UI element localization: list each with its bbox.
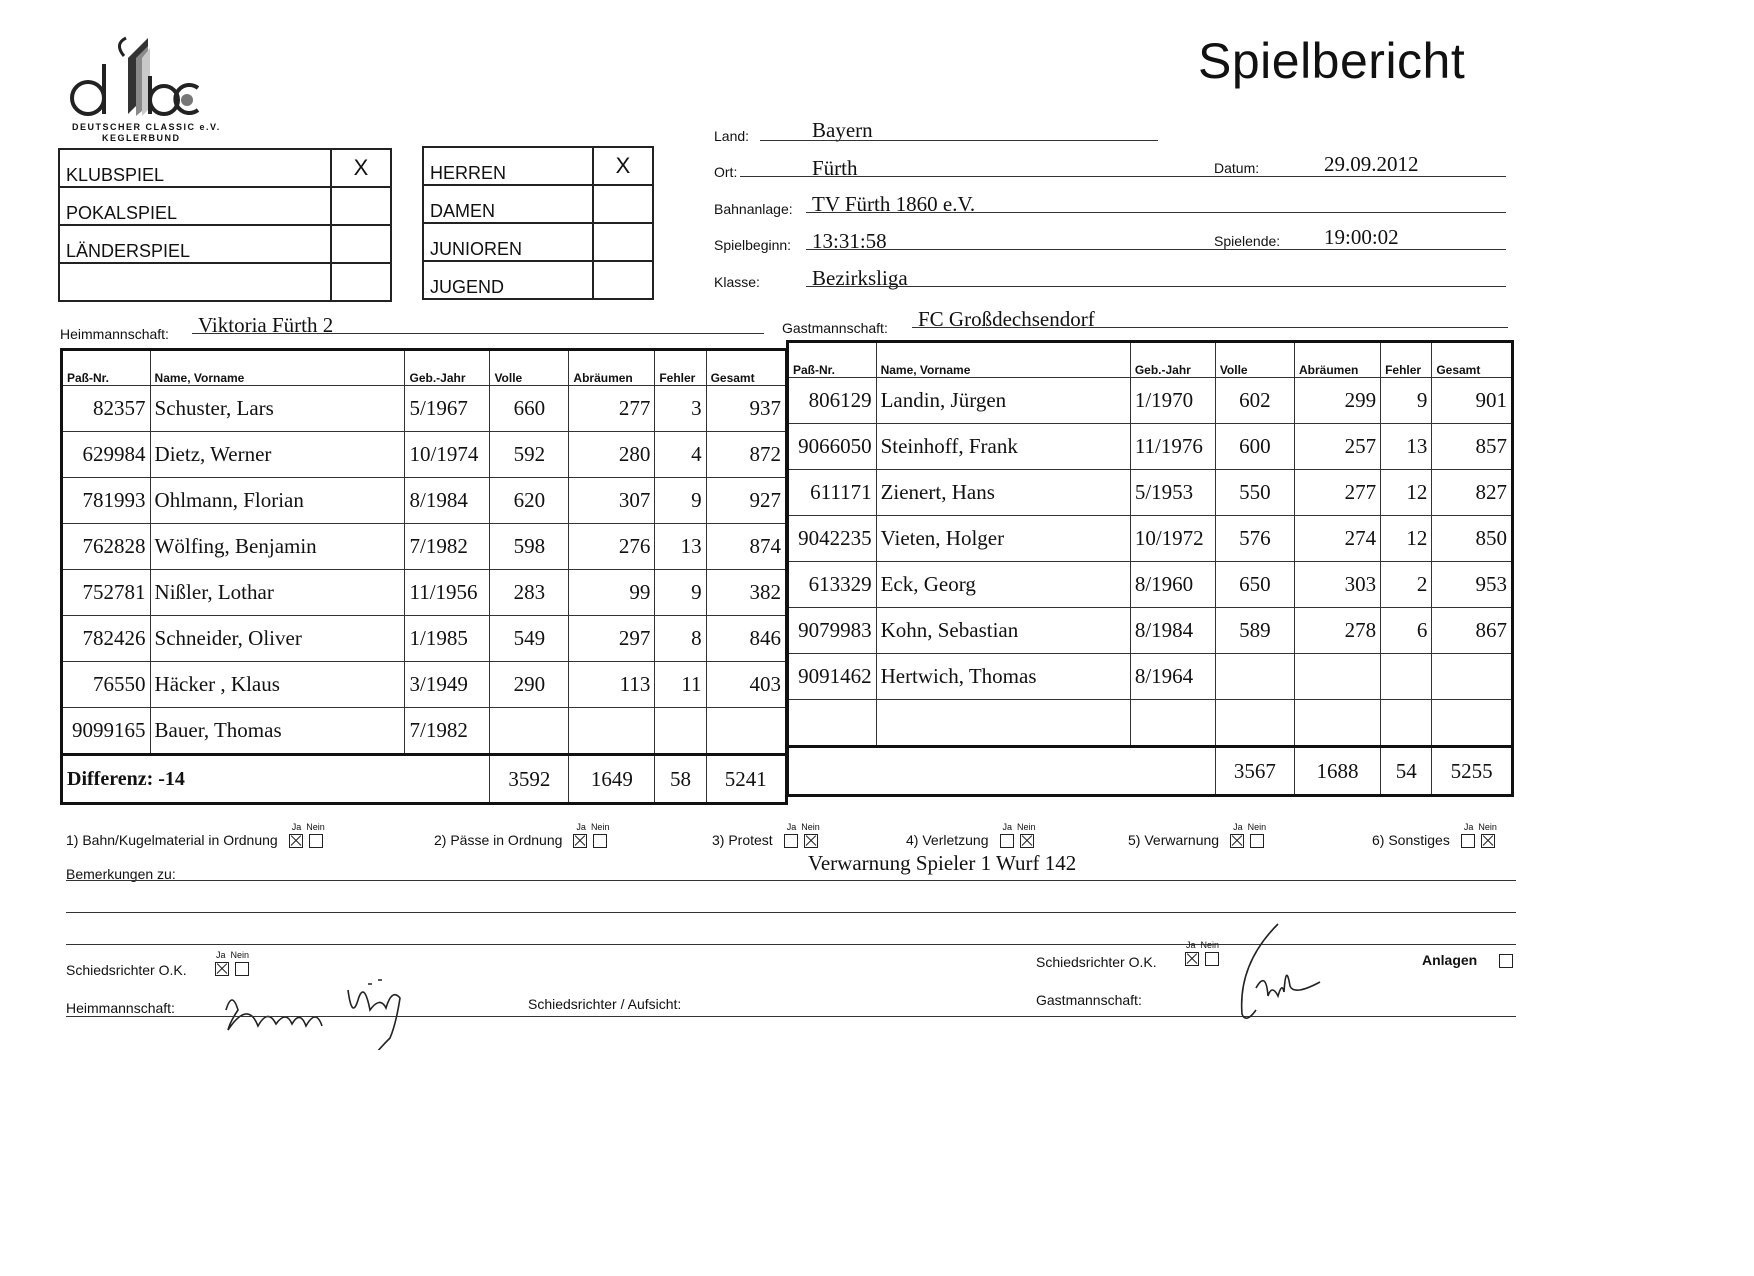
- match-type-mark[interactable]: [331, 187, 391, 225]
- bahnanlage-value: TV Fürth 1860 e.V.: [812, 192, 976, 216]
- volle-cell: 576: [1215, 516, 1294, 562]
- guest-difference-cell: [788, 747, 1216, 796]
- category-row: [423, 223, 653, 261]
- gesamt-cell: 953: [1432, 562, 1513, 608]
- birth-year-cell: 1/1985: [405, 616, 490, 662]
- ja-nein-group: [286, 822, 326, 848]
- player-name-cell: Dietz, Werner: [150, 432, 405, 478]
- ja-checkbox[interactable]: [1461, 834, 1475, 848]
- birth-year-cell: 5/1967: [405, 386, 490, 432]
- ja-checkbox[interactable]: [573, 834, 587, 848]
- player-name-cell: Zienert, Hans: [876, 470, 1130, 516]
- table-row: [62, 478, 787, 524]
- table-row: [62, 524, 787, 570]
- volle-cell: 592: [490, 432, 569, 478]
- pass-number-cell: 9066050: [788, 424, 877, 470]
- pass-number-cell: 762828: [62, 524, 151, 570]
- table-row: [62, 570, 787, 616]
- home-total-fehler: 58: [655, 755, 706, 804]
- table-row: [62, 616, 787, 662]
- table-row: [788, 562, 1513, 608]
- match-type-label: LÄNDERSPIEL: [59, 225, 331, 263]
- attachments-label: Anlagen: [1422, 952, 1478, 968]
- ja-checkbox[interactable]: [1000, 834, 1014, 848]
- gesamt-cell: 827: [1432, 470, 1513, 516]
- table-row: [788, 654, 1513, 700]
- volle-cell: 283: [490, 570, 569, 616]
- birth-year-cell: 10/1972: [1130, 516, 1215, 562]
- gesamt-cell: 857: [1432, 424, 1513, 470]
- dkbc-logo-mark: [66, 36, 216, 118]
- abraeumen-cell: 307: [569, 478, 655, 524]
- ja-checkbox[interactable]: [1230, 834, 1244, 848]
- remarks-text: Verwarnung Spieler 1 Wurf 142: [808, 851, 1077, 875]
- player-name-cell: Bauer, Thomas: [150, 708, 405, 755]
- abraeumen-cell: 278: [1294, 608, 1380, 654]
- fehler-cell: 4: [655, 432, 706, 478]
- logo-line2: KEGLERBUND: [102, 133, 181, 143]
- volle-cell: [1215, 654, 1294, 700]
- pass-number-cell: 82357: [62, 386, 151, 432]
- table-row: [62, 386, 787, 432]
- pass-number-cell: [788, 700, 877, 747]
- table-row: [62, 432, 787, 478]
- category-label: DAMEN: [423, 185, 593, 223]
- ja-nein-labels: [1233, 822, 1267, 832]
- nein-checkbox[interactable]: [309, 834, 323, 848]
- birth-year-cell: 11/1956: [405, 570, 490, 616]
- abraeumen-cell: 99: [569, 570, 655, 616]
- fehler-cell: [1381, 654, 1432, 700]
- category-row: [423, 147, 653, 185]
- home-team-label: Heimmannschaft:: [60, 326, 169, 342]
- home-team-name: Viktoria Fürth 2: [198, 313, 334, 337]
- volle-cell: [1215, 700, 1294, 747]
- abraeumen-cell: 303: [1294, 562, 1380, 608]
- abraeumen-cell: 280: [569, 432, 655, 478]
- category-mark[interactable]: [593, 185, 653, 223]
- volle-cell: 589: [1215, 608, 1294, 654]
- spielbeginn-line: [806, 249, 1506, 250]
- home-column-header: Volle: [490, 350, 569, 386]
- referee-ok-guest-nein-checkbox[interactable]: [1205, 952, 1219, 966]
- guest-column-header: Paß-Nr.: [788, 342, 877, 378]
- ja-nein-labels: [787, 822, 821, 832]
- match-type-label: KLUBSPIEL: [59, 149, 331, 187]
- fehler-cell: 9: [655, 570, 706, 616]
- table-row: [788, 608, 1513, 654]
- remarks-line-2: [66, 912, 1516, 913]
- birth-year-cell: 7/1982: [405, 708, 490, 755]
- guest-column-header: Volle: [1215, 342, 1294, 378]
- ja-nein-group: [570, 822, 610, 848]
- ja-nein-group: [1458, 822, 1498, 848]
- birth-year-cell: 11/1976: [1130, 424, 1215, 470]
- volle-cell: 550: [1215, 470, 1294, 516]
- player-name-cell: Wölfing, Benjamin: [150, 524, 405, 570]
- check-item-label: 6) Sonstiges: [1372, 832, 1450, 848]
- nein-checkbox[interactable]: [1020, 834, 1034, 848]
- ja-label: Ja: [1186, 940, 1196, 950]
- match-type-label: [59, 263, 331, 301]
- bahnanlage-label: Bahnanlage:: [714, 201, 793, 217]
- abraeumen-cell: 257: [1294, 424, 1380, 470]
- dkbc-logo: [66, 36, 226, 148]
- pass-number-cell: 629984: [62, 432, 151, 478]
- fehler-cell: 11: [655, 662, 706, 708]
- referee-ok-guest-ja-checkbox[interactable]: [1185, 952, 1199, 966]
- player-name-cell: Nißler, Lothar: [150, 570, 405, 616]
- nein-checkbox[interactable]: [804, 834, 818, 848]
- guest-column-header: Fehler: [1381, 342, 1432, 378]
- home-column-header: Fehler: [655, 350, 706, 386]
- check-item: [906, 820, 1037, 848]
- match-type-row: [59, 149, 391, 187]
- datum-label: Datum:: [1214, 160, 1260, 176]
- guest-team-line: [912, 327, 1508, 328]
- category-label: JUGEND: [423, 261, 593, 299]
- abraeumen-cell: [1294, 700, 1380, 747]
- referee-ok-guest-checks: [1182, 940, 1222, 968]
- table-row: [788, 700, 1513, 747]
- pass-number-cell: 9042235: [788, 516, 877, 562]
- guest-signature: [1228, 918, 1338, 1033]
- nein-label: Nein: [590, 821, 610, 832]
- table-row: [62, 662, 787, 708]
- player-name-cell: Vieten, Holger: [876, 516, 1130, 562]
- match-type-mark[interactable]: [331, 225, 391, 263]
- abraeumen-cell: 277: [569, 386, 655, 432]
- spielbeginn-value: 13:31:58: [812, 229, 887, 253]
- nein-label: Nein: [230, 950, 250, 960]
- home-total-abraeumen: 1649: [569, 755, 655, 804]
- check-item-label: 1) Bahn/Kugelmaterial in Ordnung: [66, 832, 278, 848]
- category-label: HERREN: [423, 147, 593, 185]
- spielbeginn-label: Spielbeginn:: [714, 237, 792, 253]
- home-column-header: Geb.-Jahr: [405, 350, 490, 386]
- pass-number-cell: 752781: [62, 570, 151, 616]
- check-item: [1128, 820, 1267, 848]
- volle-cell: 602: [1215, 378, 1294, 424]
- pass-number-cell: 9079983: [788, 608, 877, 654]
- home-column-header: Gesamt: [706, 350, 786, 386]
- ort-line: [740, 176, 1506, 177]
- gesamt-cell: 382: [706, 570, 786, 616]
- birth-year-cell: 10/1974: [405, 432, 490, 478]
- ja-checkbox[interactable]: [784, 834, 798, 848]
- ja-nein-labels: [292, 822, 326, 832]
- fehler-cell: 13: [655, 524, 706, 570]
- pass-number-cell: 9091462: [788, 654, 877, 700]
- gesamt-cell: 846: [706, 616, 786, 662]
- pass-number-cell: 9099165: [62, 708, 151, 755]
- birth-year-cell: 1/1970: [1130, 378, 1215, 424]
- fehler-cell: 2: [1381, 562, 1432, 608]
- fehler-cell: 3: [655, 386, 706, 432]
- fehler-cell: 12: [1381, 516, 1432, 562]
- abraeumen-cell: 277: [1294, 470, 1380, 516]
- klasse-value: Bezirksliga: [812, 266, 908, 290]
- page-title: Spielbericht: [1198, 33, 1466, 89]
- ort-value: Fürth: [812, 156, 858, 180]
- spielende-label: Spielende:: [1214, 233, 1281, 249]
- guest-total-gesamt: 5255: [1432, 747, 1513, 796]
- guest-column-header: Gesamt: [1432, 342, 1513, 378]
- category-mark[interactable]: [593, 223, 653, 261]
- match-type-row: [59, 187, 391, 225]
- player-name-cell: Landin, Jürgen: [876, 378, 1130, 424]
- fehler-cell: [1381, 700, 1432, 747]
- match-type-label: POKALSPIEL: [59, 187, 331, 225]
- home-total-gesamt: 5241: [706, 755, 786, 804]
- player-name-cell: Steinhoff, Frank: [876, 424, 1130, 470]
- referee-ok-home-label: Schiedsrichter O.K.: [66, 962, 187, 978]
- category-mark[interactable]: [593, 261, 653, 299]
- player-name-cell: Hertwich, Thomas: [876, 654, 1130, 700]
- home-total-row: [62, 755, 787, 804]
- volle-cell: 650: [1215, 562, 1294, 608]
- gesamt-cell: 850: [1432, 516, 1513, 562]
- birth-year-cell: 8/1984: [1130, 608, 1215, 654]
- home-header-row: [62, 350, 787, 386]
- gesamt-cell: [706, 708, 786, 755]
- ja-label: Ja: [576, 821, 586, 832]
- volle-cell: 598: [490, 524, 569, 570]
- birth-year-cell: 3/1949: [405, 662, 490, 708]
- fehler-cell: 8: [655, 616, 706, 662]
- check-item: [712, 820, 821, 848]
- fehler-cell: [655, 708, 706, 755]
- ja-checkbox[interactable]: [289, 834, 303, 848]
- birth-year-cell: 8/1964: [1130, 654, 1215, 700]
- gesamt-cell: [1432, 654, 1513, 700]
- ja-label: Ja: [1233, 821, 1243, 832]
- home-column-header: Abräumen: [569, 350, 655, 386]
- home-team-line: [192, 333, 764, 334]
- player-name-cell: Schneider, Oliver: [150, 616, 405, 662]
- nein-label: Nein: [1247, 821, 1267, 832]
- player-name-cell: Eck, Georg: [876, 562, 1130, 608]
- player-name-cell: Kohn, Sebastian: [876, 608, 1130, 654]
- home-difference-cell: Differenz: -14: [62, 755, 490, 804]
- birth-year-cell: 8/1960: [1130, 562, 1215, 608]
- guest-header-row: [788, 342, 1513, 378]
- nein-label: Nein: [306, 821, 325, 832]
- nein-label: Nein: [1200, 940, 1220, 950]
- check-item: [434, 820, 610, 848]
- match-type-mark[interactable]: [331, 263, 391, 301]
- match-type-box: [58, 148, 392, 302]
- nein-checkbox[interactable]: [593, 834, 607, 848]
- pass-number-cell: 613329: [788, 562, 877, 608]
- check-item-label: 3) Protest: [712, 832, 773, 848]
- pass-number-cell: 611171: [788, 470, 877, 516]
- ja-nein-labels: [1464, 822, 1498, 832]
- pass-number-cell: 806129: [788, 378, 877, 424]
- bahnanlage-line: [806, 212, 1506, 213]
- table-row: [788, 424, 1513, 470]
- category-row: [423, 185, 653, 223]
- guest-column-header: Geb.-Jahr: [1130, 342, 1215, 378]
- table-row: [788, 516, 1513, 562]
- volle-cell: 549: [490, 616, 569, 662]
- match-type-row: [59, 263, 391, 301]
- match-type-mark[interactable]: X: [331, 149, 391, 187]
- category-mark[interactable]: X: [593, 147, 653, 185]
- guest-total-abraeumen: 1688: [1294, 747, 1380, 796]
- birth-year-cell: [1130, 700, 1215, 747]
- ja-nein-group: [781, 822, 821, 848]
- guest-column-header: Abräumen: [1294, 342, 1380, 378]
- player-name-cell: Ohlmann, Florian: [150, 478, 405, 524]
- player-name-cell: Häcker , Klaus: [150, 662, 405, 708]
- ja-nein-group: [1227, 822, 1267, 848]
- gesamt-cell: 901: [1432, 378, 1513, 424]
- remarks-label: Bemerkungen zu:: [66, 866, 176, 882]
- fehler-cell: 9: [655, 478, 706, 524]
- gesamt-cell: [1432, 700, 1513, 747]
- land-line: [760, 140, 1158, 141]
- pass-number-cell: 782426: [62, 616, 151, 662]
- gesamt-cell: 867: [1432, 608, 1513, 654]
- guest-player-table: [786, 340, 1514, 797]
- gesamt-cell: 937: [706, 386, 786, 432]
- ja-label: Ja: [216, 950, 226, 960]
- guest-signature-drawing: [1228, 918, 1338, 1028]
- ort-label: Ort:: [714, 164, 738, 180]
- abraeumen-cell: 299: [1294, 378, 1380, 424]
- guest-column-header: Name, Vorname: [876, 342, 1130, 378]
- nein-checkbox[interactable]: [1481, 834, 1495, 848]
- home-signature: [218, 970, 468, 1055]
- guest-team-label: Gastmannschaft:: [782, 320, 888, 336]
- fehler-cell: 6: [1381, 608, 1432, 654]
- nein-label: Nein: [801, 821, 820, 832]
- table-row: [788, 378, 1513, 424]
- referee-ok-guest-label: Schiedsrichter O.K.: [1036, 954, 1157, 970]
- klasse-label: Klasse:: [714, 274, 760, 290]
- gesamt-cell: 872: [706, 432, 786, 478]
- ja-label: Ja: [1002, 821, 1013, 832]
- pass-number-cell: 781993: [62, 478, 151, 524]
- fehler-cell: 9: [1381, 378, 1432, 424]
- check-item-label: 2) Pässe in Ordnung: [434, 832, 563, 848]
- ja-label: Ja: [291, 821, 302, 832]
- abraeumen-cell: [1294, 654, 1380, 700]
- home-column-header: Name, Vorname: [150, 350, 405, 386]
- gesamt-cell: 927: [706, 478, 786, 524]
- guest-team-name: FC Großdechsendorf: [918, 307, 1095, 331]
- match-type-row: [59, 225, 391, 263]
- volle-cell: 600: [1215, 424, 1294, 470]
- fehler-cell: 12: [1381, 470, 1432, 516]
- volle-cell: 620: [490, 478, 569, 524]
- guest-total-row: [788, 747, 1513, 796]
- category-box: [422, 146, 654, 300]
- volle-cell: [490, 708, 569, 755]
- check-item: [66, 820, 326, 848]
- guest-total-fehler: 54: [1381, 747, 1432, 796]
- abraeumen-cell: [569, 708, 655, 755]
- category-label: JUNIOREN: [423, 223, 593, 261]
- abraeumen-cell: 113: [569, 662, 655, 708]
- ja-nein-group: [997, 822, 1037, 848]
- abraeumen-cell: 276: [569, 524, 655, 570]
- gesamt-cell: 403: [706, 662, 786, 708]
- volle-cell: 290: [490, 662, 569, 708]
- guest-total-volle: 3567: [1215, 747, 1294, 796]
- ja-nein-labels: [576, 822, 610, 832]
- logo-line1: DEUTSCHER CLASSIC e.V.: [72, 122, 221, 132]
- guest-signature-label: Gastmannschaft:: [1036, 992, 1142, 1008]
- volle-cell: 660: [490, 386, 569, 432]
- datum-value: 29.09.2012: [1324, 152, 1419, 176]
- abraeumen-cell: 297: [569, 616, 655, 662]
- check-item-label: 5) Verwarnung: [1128, 832, 1220, 848]
- fehler-cell: 13: [1381, 424, 1432, 470]
- abraeumen-cell: 274: [1294, 516, 1380, 562]
- remarks-line-1: [66, 880, 1516, 881]
- player-name-cell: Schuster, Lars: [150, 386, 405, 432]
- attachments-checkbox[interactable]: [1499, 954, 1513, 968]
- land-label: Land:: [714, 128, 750, 144]
- player-name-cell: [876, 700, 1130, 747]
- birth-year-cell: 5/1953: [1130, 470, 1215, 516]
- check-item-label: 4) Verletzung: [906, 832, 989, 848]
- pass-number-cell: 76550: [62, 662, 151, 708]
- gesamt-cell: 874: [706, 524, 786, 570]
- referee-supervisor-label: Schiedsrichter / Aufsicht:: [528, 996, 682, 1012]
- home-player-table: [60, 348, 788, 805]
- nein-checkbox[interactable]: [1250, 834, 1264, 848]
- home-total-volle: 3592: [490, 755, 569, 804]
- nein-label: Nein: [1478, 821, 1497, 832]
- klasse-line: [806, 286, 1506, 287]
- home-signature-drawing: [218, 970, 468, 1050]
- check-item: [1372, 820, 1498, 848]
- ja-label: Ja: [786, 821, 797, 832]
- table-row: [62, 708, 787, 755]
- category-row: [423, 261, 653, 299]
- spielende-value: 19:00:02: [1324, 225, 1399, 249]
- ja-nein-labels: [1003, 822, 1037, 832]
- land-value: Bayern: [812, 118, 873, 142]
- birth-year-cell: 7/1982: [405, 524, 490, 570]
- birth-year-cell: 8/1984: [405, 478, 490, 524]
- ja-label: Ja: [1463, 821, 1474, 832]
- home-signature-label: Heimmannschaft:: [66, 1000, 175, 1016]
- nein-label: Nein: [1017, 821, 1036, 832]
- home-column-header: Paß-Nr.: [62, 350, 151, 386]
- table-row: [788, 470, 1513, 516]
